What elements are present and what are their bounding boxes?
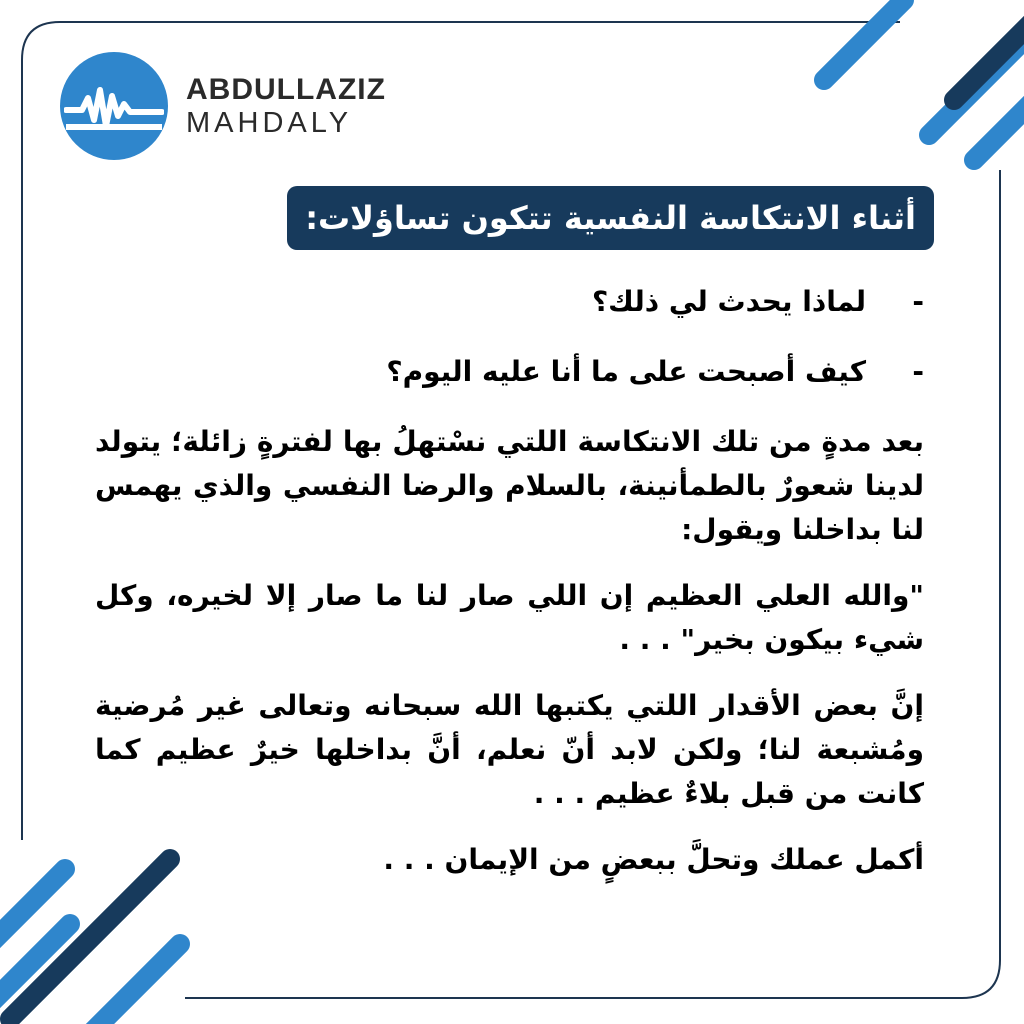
heading-text: أثناء الانتكاسة النفسية تتكون تساؤلات: xyxy=(305,199,916,237)
brand-logo xyxy=(60,52,386,160)
brand-name-line1: ABDULLAZIZ xyxy=(186,72,386,106)
paragraph: بعد مدةٍ من تلك الانتكاسة اللتي نسْتهلُ بها لفترةٍ زائلة؛ يتولد لدينا شعورٌ بالطمأنينة، بالسلام والرضا النفسي والذي يهمس لنا بداخلنا ويقول: xyxy=(95,425,924,546)
bullet-dash: - xyxy=(912,355,924,388)
question-item xyxy=(95,350,924,394)
brand-name xyxy=(186,72,386,139)
body-content xyxy=(95,280,924,904)
quote-paragraph: "والله العلي العظيم إن اللي صار لنا ما صار إلا لخيره، وكل شيء بيكون بخير" . . . xyxy=(95,579,924,656)
closing-paragraph: أكمل عملك وتحلَّ ببعضٍ من الإيمان . . . xyxy=(383,843,924,876)
question-item xyxy=(95,280,924,324)
question-text: لماذا يحدث لي ذلك؟ xyxy=(591,285,866,318)
heading-banner xyxy=(287,186,934,250)
decorative-stripes-top-right xyxy=(784,0,1024,200)
paragraph: إنَّ بعض الأقدار اللتي يكتبها الله سبحانه وتعالى غير مُرضية ومُشبعة لنا؛ ولكن لابد أنّ نعلم، أنَّ بداخلها خيرٌ عظيم كما كانت من قبل بلاءٌ عظيم . . . xyxy=(95,689,924,810)
brand-name-line2: MAHDALY xyxy=(186,106,353,139)
heartbeat-icon xyxy=(60,52,168,160)
bullet-dash: - xyxy=(912,285,924,318)
question-text: كيف أصبحت على ما أنا عليه اليوم؟ xyxy=(386,355,866,388)
